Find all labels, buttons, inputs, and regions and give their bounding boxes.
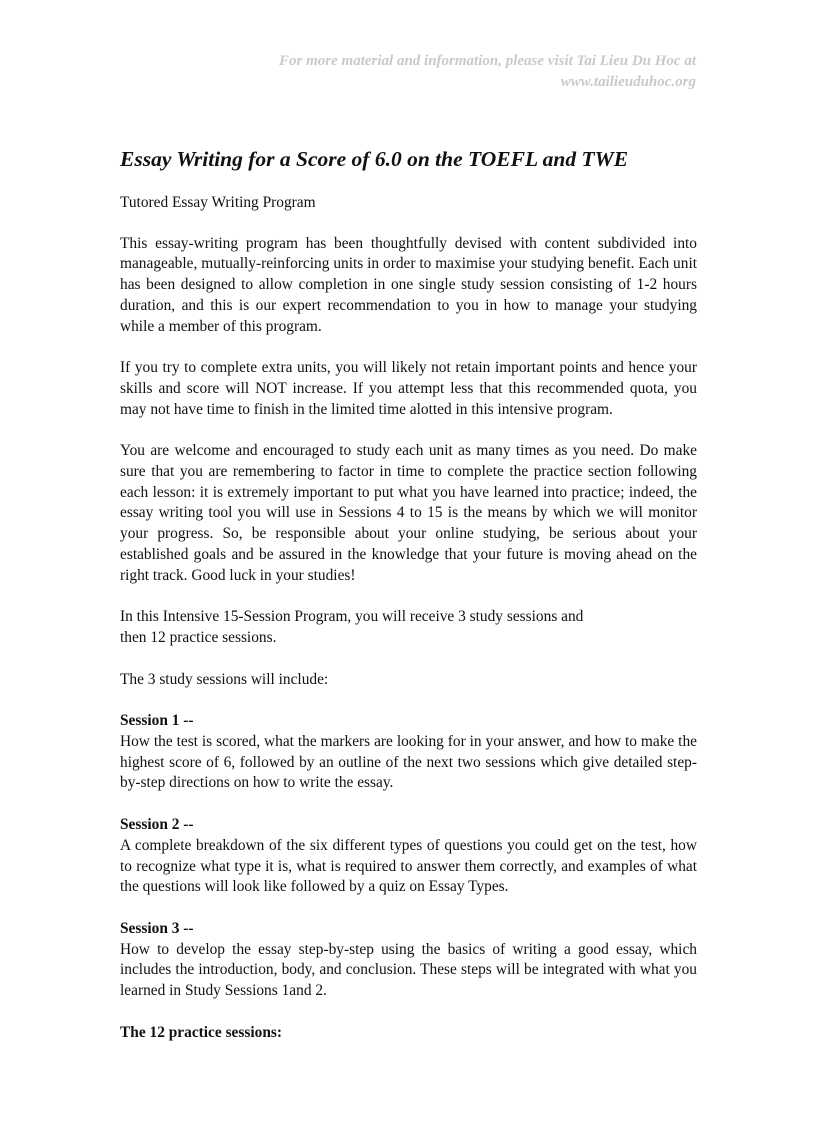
practice-sessions-heading: The 12 practice sessions: — [120, 1023, 283, 1041]
session-heading: Session 2 -- — [120, 816, 194, 834]
header-note-line-1: For more material and information, please visit Tai Lieu Du Hoc at — [279, 53, 696, 69]
session-description: A complete breakdown of the six different types of questions you could get on the test, how to recognize what type it is, what is required to answer them correctly, and examples of what the questions will look like followed by a quiz on Essay Types. — [120, 836, 697, 896]
program-overview-line-2: then 12 practice sessions. — [120, 628, 277, 646]
program-overview-line-1: In this Intensive 15-Session Program, you will receive 3 study sessions and — [120, 608, 584, 626]
session-heading: Session 1 -- — [120, 712, 194, 730]
paragraph-program-overview — [120, 607, 697, 648]
paragraph-intro: This essay-writing program has been thoughtfully devised with content subdivided into manageable, mutually-reinforcing units in order to maximise your studying benefit. Each unit has been designed to allow completion in one single study session consisting of 1-2 hours duration, and this is our expert recommendation to you in how to manage your studying while a member of this program. — [120, 234, 697, 335]
document-subtitle: Tutored Essay Writing Program — [120, 194, 316, 211]
session-heading: Session 3 -- — [120, 919, 194, 937]
session-block-2 — [120, 815, 697, 898]
session-block-1 — [120, 711, 697, 794]
session-block-3 — [120, 919, 697, 1002]
paragraph-encouragement: You are welcome and encouraged to study each unit as many times as you need. Do make sure that you are remembering to factor in time to complete the practice section following each lesson: it is extremely important to put what you have learned into practice; indeed, the essay writing tool you will use in Sessions 4 to 15 is the means by which we will monitor your progress. So, be responsible about your online studying, be serious about your established goals and be assured in the knowledge that your future is moving ahead on the right track. Good luck in your studies! — [120, 442, 697, 584]
paragraph-extra-units: If you try to complete extra units, you will likely not retain important points and hence your skills and score will NOT increase. If you attempt less that this recommended quota, you may not have time to finish in the limited time alotted in this intensive program. — [120, 359, 697, 418]
document-body — [120, 193, 697, 1044]
paragraph-study-sessions-intro: The 3 study sessions will include: — [120, 670, 329, 688]
document-title: Essay Writing for a Score of 6.0 on the TOEFL and TWE — [120, 147, 629, 171]
session-description: How the test is scored, what the markers are looking for in your answer, and how to make the highest score of 6, followed by an outline of the next two sessions which give detailed step-by-step directions on how to write the essay. — [120, 733, 697, 792]
header-note — [279, 51, 696, 93]
session-description: How to develop the essay step-by-step using the basics of writing a good essay, which includes the introduction, body, and conclusion. These steps will be integrated with what you learned in Study Sessions 1and 2. — [120, 940, 697, 1000]
header-note-line-2: www.tailieuduhoc.org — [560, 74, 696, 90]
